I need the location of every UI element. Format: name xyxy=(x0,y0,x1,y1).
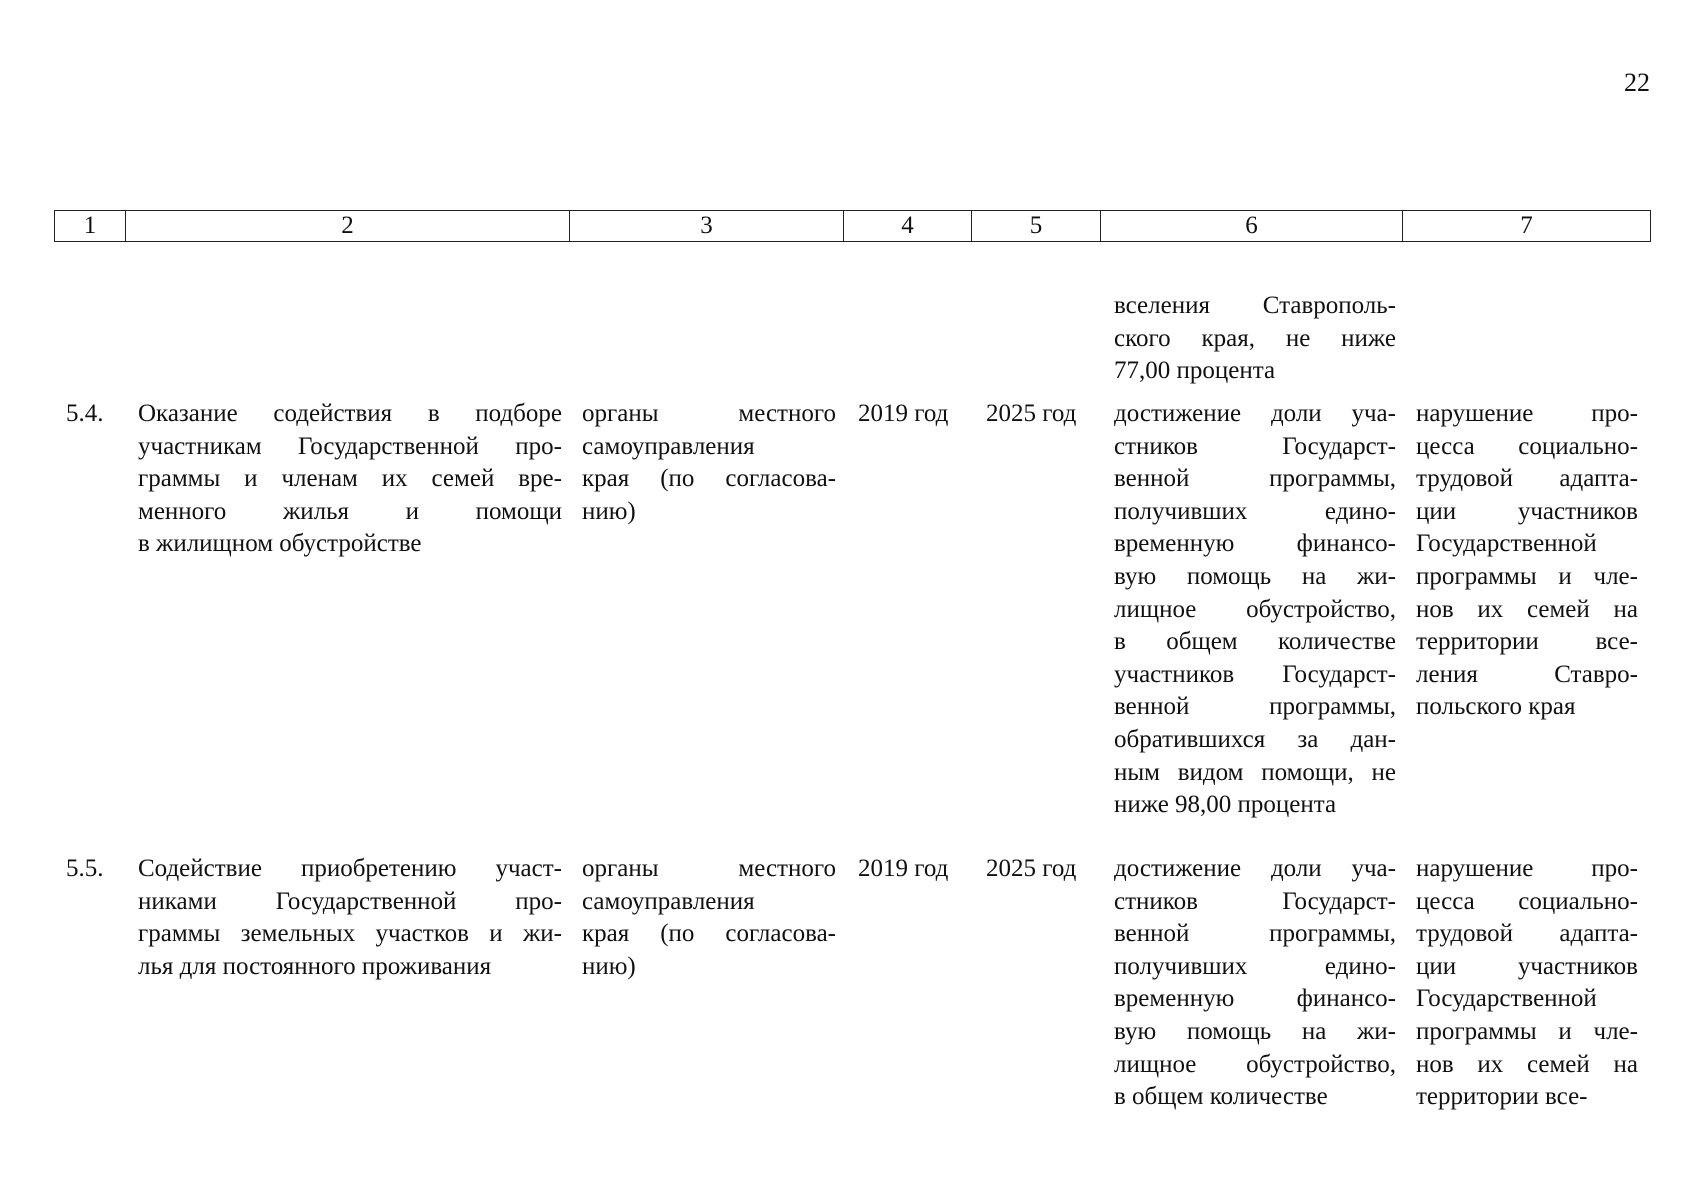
cell-text-line: Государственной xyxy=(1416,530,1597,558)
cell-text-line: края (по согласова- xyxy=(582,920,836,948)
consequences-of-non-implementation xyxy=(1416,398,1638,724)
cell-text-line: никами Государственной про- xyxy=(138,887,562,915)
header-col-2: 2 xyxy=(126,211,570,242)
cell-text-line: органы местного xyxy=(582,400,836,427)
cell-text-line: временную финансо- xyxy=(1114,985,1396,1013)
cell-text-line: нов их семей на xyxy=(1416,1050,1638,1078)
cell-text-line: 77,00 процента xyxy=(1114,357,1276,385)
cell-text-line: временную финансо- xyxy=(1114,530,1396,558)
cell-text-line: программы и чле- xyxy=(1416,562,1638,590)
cell-text-line: трудовой адапта- xyxy=(1416,920,1638,948)
cell-text-line: самоуправления xyxy=(582,432,755,460)
cell-text-line: граммы земельных участков и жи- xyxy=(138,920,562,948)
cell-text-line: территории все- xyxy=(1416,1083,1588,1111)
cell-text-line: трудовой адапта- xyxy=(1416,465,1638,493)
cell-text-line: в общем количестве xyxy=(1114,1083,1328,1111)
cell-text-line: получивших едино- xyxy=(1114,497,1396,525)
measure-description xyxy=(138,853,562,983)
end-year: 2025 год xyxy=(986,855,1077,882)
cell-text-line: вую помощь на жи- xyxy=(1114,1017,1396,1045)
cell-text-line: цесса социально- xyxy=(1416,887,1638,915)
cell-text-line: ления Ставро- xyxy=(1416,660,1638,688)
cell-text-line: участников Государст- xyxy=(1114,660,1396,688)
expected-result xyxy=(1114,398,1396,822)
header-col-7: 7 xyxy=(1403,211,1651,242)
row-number: 5.4. xyxy=(66,400,104,427)
cell-text-line: венной программы, xyxy=(1114,920,1396,948)
cell-text-line: достижение доли уча- xyxy=(1114,855,1396,882)
row-number: 5.5. xyxy=(66,855,104,882)
cell-text-line: нов их семей на xyxy=(1416,595,1638,623)
cell-text-line: нию) xyxy=(582,497,636,525)
responsible-executor xyxy=(582,398,836,528)
expected-result xyxy=(1114,853,1396,1114)
cell-text-line: вселения Ставрополь- xyxy=(1114,292,1396,319)
cell-text-line: нию) xyxy=(582,952,636,980)
cell-text-line: органы местного xyxy=(582,855,836,882)
cell-text-line: менного жилья и помощи xyxy=(138,497,562,525)
cell-text-line: ции участников xyxy=(1416,952,1638,980)
cell-text-line: в жилищном обустройстве xyxy=(138,530,422,558)
consequences-of-non-implementation xyxy=(1416,853,1638,1114)
cell-text-line: программы и чле- xyxy=(1416,1017,1638,1045)
end-year: 2025 год xyxy=(986,400,1077,427)
cell-text-line: граммы и членам их семей вре- xyxy=(138,465,562,493)
cell-text-line: Содействие приобретению участ- xyxy=(138,855,562,882)
header-col-4: 4 xyxy=(844,211,972,242)
header-col-6: 6 xyxy=(1101,211,1403,242)
cell-text-line: ции участников xyxy=(1416,497,1638,525)
responsible-executor xyxy=(582,853,836,983)
cell-text-line: участникам Государственной про- xyxy=(138,432,562,460)
cell-text-line: цесса социально- xyxy=(1416,432,1638,460)
start-year: 2019 год xyxy=(858,400,949,427)
cell-text-line: Государственной xyxy=(1416,985,1597,1013)
cell-text-line: польского края xyxy=(1416,693,1576,721)
cell-text-line: ниже 98,00 процента xyxy=(1114,791,1337,819)
header-col-1: 1 xyxy=(55,211,126,242)
cell-text-line: самоуправления xyxy=(582,887,755,915)
cell-text-line: края (по согласова- xyxy=(582,465,836,493)
cell-text-line: территории все- xyxy=(1416,628,1638,656)
cell-text-line: лья для постоянного проживания xyxy=(138,952,492,980)
cell-text-line: венной программы, xyxy=(1114,465,1396,493)
cell-text-line: венной программы, xyxy=(1114,693,1396,721)
cell-text-line: обратившихся за дан- xyxy=(1114,725,1396,753)
header-col-5: 5 xyxy=(972,211,1101,242)
cell-text-line: лищное обустройство, xyxy=(1114,595,1396,623)
cell-text-line: достижение доли уча- xyxy=(1114,400,1396,427)
cell-text-line: стников Государст- xyxy=(1114,432,1396,460)
cell-text-line: ского края, не ниже xyxy=(1114,324,1396,352)
cell-text-line: вую помощь на жи- xyxy=(1114,562,1396,590)
column-number-header xyxy=(54,210,1651,242)
measure-description xyxy=(138,398,562,561)
cell-text-line: стников Государст- xyxy=(1114,887,1396,915)
cell-text-line: нарушение про- xyxy=(1416,855,1638,882)
start-year: 2019 год xyxy=(858,855,949,882)
cell-text-line: лищное обустройство, xyxy=(1114,1050,1396,1078)
page-number: 22 xyxy=(1624,68,1650,97)
cell-text-line: нарушение про- xyxy=(1416,400,1638,427)
cell-text-line: ным видом помощи, не xyxy=(1114,758,1396,786)
header-col-3: 3 xyxy=(570,211,844,242)
cell-text-line: в общем количестве xyxy=(1114,628,1396,656)
cell-text-line: получивших едино- xyxy=(1114,952,1396,980)
cell-text-line: Оказание содействия в подборе xyxy=(138,400,562,427)
continuation-indicator-text xyxy=(1114,290,1396,388)
